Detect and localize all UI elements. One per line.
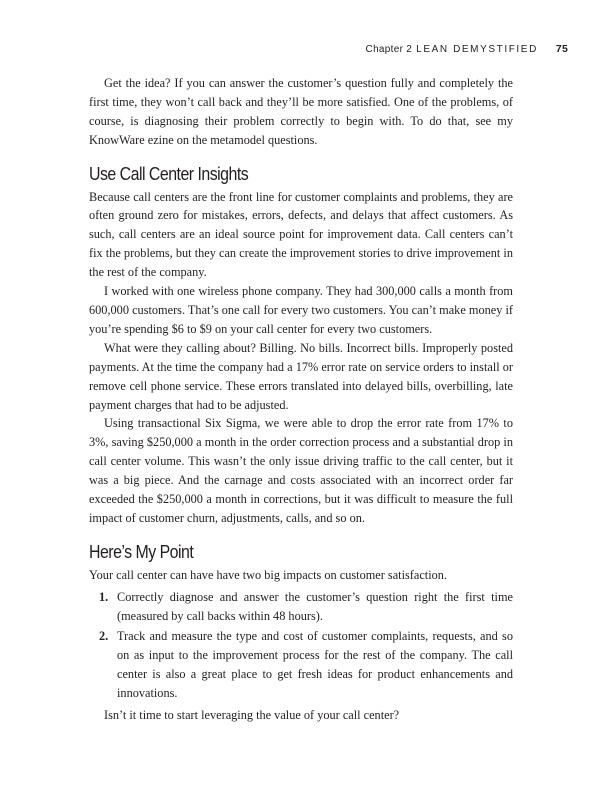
chapter-label: Chapter 2 [365,44,413,55]
body-paragraph: Because call centers are the front line for customer complaints and problems, they are often ground zero for mistakes, errors, defects, and delays that affect customers. As such, call centers are an ideal source point for improvement data. Call centers can’t fix the problems, but they can create the improvement stories to drive improvement in the rest of the company. [89,189,513,280]
list-item [89,588,513,626]
lead-paragraph: Your call center can have have two big impacts on customer satisfaction. [89,567,447,582]
page-body [89,74,513,725]
section-heading-my-point: Here’s My Point [89,540,194,562]
closing-paragraph: Isn’t it time to start leveraging the value of your call center? [104,708,400,723]
page-number: 75 [555,43,568,55]
running-header [366,43,568,55]
numbered-list [89,588,513,703]
list-item-number: 1. [99,589,109,604]
list-item-text: Track and measure the type and cost of customer complaints, requests, and so on as input to the improvement process for the rest of the company. The call center is also a great place to get fresh ideas for product enhancements and innovations. [117,629,513,701]
body-paragraph: Using transactional Six Sigma, we were able to drop the error rate from 17% to 3%, saving $250,000 a month in the order correction process and a substantial drop in call center volume. This wasn’t the only issue driving traffic to the call center, but it was a big piece. And the carnage and costs associated with an incorrect order far exceeded the $250,000 a month in corrections, but it was difficult to measure the full impact of customer churn, adjustments, calls, and so on. [89,416,513,525]
list-item [89,627,513,703]
intro-paragraph: Get the idea? If you can answer the customer’s question fully and completely the first time, they won’t call back and they’ll be more satisfied. One of the problems, of course, is diagnosing their problem correctly to begin with. To do that, see my KnowWare ezine on the metamodel questions. [89,76,513,147]
body-paragraph: I worked with one wireless phone company. They had 300,000 calls a month from 600,000 customers. That’s one call for every two customers. You can’t make money if you’re spending $6 to $9 on your call center for every two customers. [89,284,513,336]
list-item-number: 2. [99,629,109,644]
section-heading-call-center-insights: Use Call Center Insights [89,162,249,184]
body-paragraph: What were they calling about? Billing. No bills. Incorrect bills. Improperly posted payments. At the time the company had a 17% error rate on service orders to install or remove cell phone service. These errors translated into delayed bills, overbilling, late payment charges that had to be adjusted. [89,340,513,412]
list-item-text: Correctly diagnose and answer the customer’s question right the first time (measured by call backs within 48 hours). [117,589,513,623]
chapter-title: LEAN DEMYSTIFIED [416,44,538,55]
